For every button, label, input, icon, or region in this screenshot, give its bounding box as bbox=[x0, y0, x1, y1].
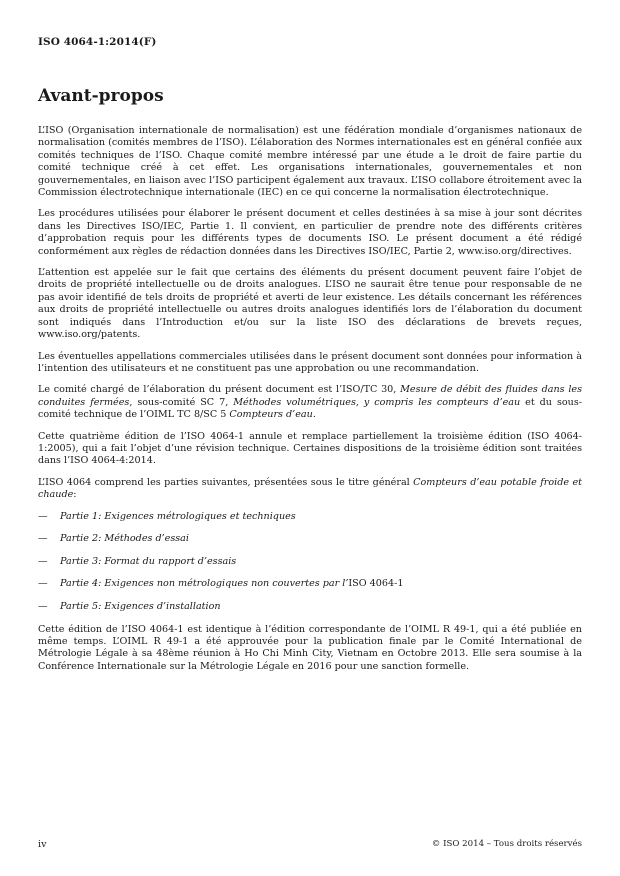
parts-intro-text: L’ISO 4064 comprend les parties suivantes, présentées sous le titre général bbox=[38, 476, 414, 488]
list-item bbox=[38, 533, 582, 545]
list-item bbox=[38, 578, 582, 590]
paragraph-parts-intro bbox=[38, 477, 582, 502]
parts-list bbox=[38, 511, 582, 614]
part-title: Partie 1: Exigences métrologiques et techniques bbox=[60, 510, 296, 522]
copyright-notice: © ISO 2014 – Tous droits réservés bbox=[431, 839, 582, 849]
list-dash: — bbox=[38, 555, 48, 567]
list-item bbox=[38, 511, 582, 523]
committee-text-3: et du sous-comité technique de l’OIML TC 8/SC 5 bbox=[38, 396, 582, 421]
committee-title-sc7: Méthodes volumétriques, y compris les compteurs d’eau bbox=[233, 396, 521, 408]
page-number: iv bbox=[38, 839, 47, 850]
committee-title-tc30: Mesure de débit des fluides dans les conduites fermées bbox=[38, 384, 582, 408]
list-dash: — bbox=[38, 600, 48, 612]
list-item bbox=[38, 601, 582, 613]
document-id-header: ISO 4064-1:2014(F) bbox=[38, 36, 157, 48]
paragraph-edition: Cette quatrième édition de l’ISO 4064-1 annule et remplace partiellement la troisième édition (ISO 4064-1:2005), qui a fait l’objet d’une révision technique. Certaines dispositions de la troisième édition sont traitées dans l’ISO 4064-4:2014. bbox=[38, 430, 582, 467]
section-title: Avant-propos bbox=[38, 86, 164, 106]
part-title: Partie 5: Exigences d’installation bbox=[60, 600, 221, 612]
paragraph-trade-names: Les éventuelles appellations commerciales utilisées dans le présent document sont données pour information à l’intention des utilisateurs et ne constituent pas une approbation ou une recommandation. bbox=[38, 350, 582, 374]
paragraph-iso-intro: L’ISO (Organisation internationale de normalisation) est une fédération mondiale d’organismes nationaux de normalisation (comités membres de l’ISO). L’élaboration des Normes internationales est en général confiée aux comités techniques de l’ISO. Chaque comité membre intéressé par une étude a le droit de faire partie du comité technique créé à cet effet. Les organisations internationales, gouvernementales et non gouvernementales, en liaison avec l’ISO participent également aux travaux. L’ISO collabore étroitement avec la Commission électrotechnique internationale (IEC) en ce qui concerne la normalisation électrotechnique. bbox=[38, 125, 582, 199]
committee-title-oiml: Compteurs d’eau bbox=[229, 409, 313, 421]
parts-general-title: Compteurs d’eau potable froide et chaude bbox=[38, 476, 582, 501]
parts-intro-colon: : bbox=[73, 489, 77, 501]
list-item bbox=[38, 556, 582, 568]
list-dash: — bbox=[38, 510, 48, 522]
paragraph-patents: L’attention est appelée sur le fait que certains des éléments du présent document peuvent faire l’objet de droits de propriété intellectuelle ou de droits analogues. L’ISO ne saurait être tenue pour responsable de ne pas avoir identifié de tels droits de propriété et averti de leur existence. Les détails concernant les références aux droits de propriété intellectuelle ou autres droits analogues identifiés lors de l’élaboration du document sont indiqués dans l’Introduction et/ou sur la liste ISO des déclarations de brevets reçues, www.iso.org/patents. bbox=[38, 267, 582, 341]
part-title: Partie 3: Format du rapport d’essais bbox=[60, 555, 237, 567]
list-dash: — bbox=[38, 578, 48, 590]
committee-text-4: . bbox=[312, 409, 316, 421]
document-page bbox=[38, 0, 582, 876]
paragraph-oiml: Cette édition de l’ISO 4064-1 est identique à l’édition correspondante de l’OIML R 49-1, qui a été publiée en même temps. L’OIML R 49-1 a été approuvée pour la publication finale par le Comité International de Métrologie Légale à sa 48ème réunion à Ho Chi Minh City, Vietnam en Octobre 2013. Elle sera soumise à la Conférence Internationale sur la Métrologie Légale en 2016 pour une sanction formelle. bbox=[38, 623, 582, 672]
paragraph-procedures: Les procédures utilisées pour élaborer le présent document et celles destinées à sa mise à jour sont décrites dans les Directives ISO/IEC, Partie 1. Il convient, en particulier de prendre note des différents critères d’approbation requis pour les différents types de documents ISO. Le présent document a été rédigé conformément aux règles de rédaction données dans les Directives ISO/IEC, Partie 2, www.iso.org/directives. bbox=[38, 208, 582, 257]
paragraph-committee bbox=[38, 384, 582, 421]
part-reference: ISO 4064-1 bbox=[348, 578, 404, 590]
part-title: Partie 2: Méthodes d’essai bbox=[60, 533, 189, 545]
committee-text-1: Le comité chargé de l’élaboration du présent document est l’ISO/TC 30, bbox=[38, 384, 401, 396]
committee-text-2: , sous-comité SC 7, bbox=[129, 396, 234, 408]
part-title: Partie 4: Exigences non métrologiques non couvertes par l’ bbox=[60, 578, 349, 590]
list-dash: — bbox=[38, 533, 48, 545]
foreword-body bbox=[38, 125, 582, 682]
